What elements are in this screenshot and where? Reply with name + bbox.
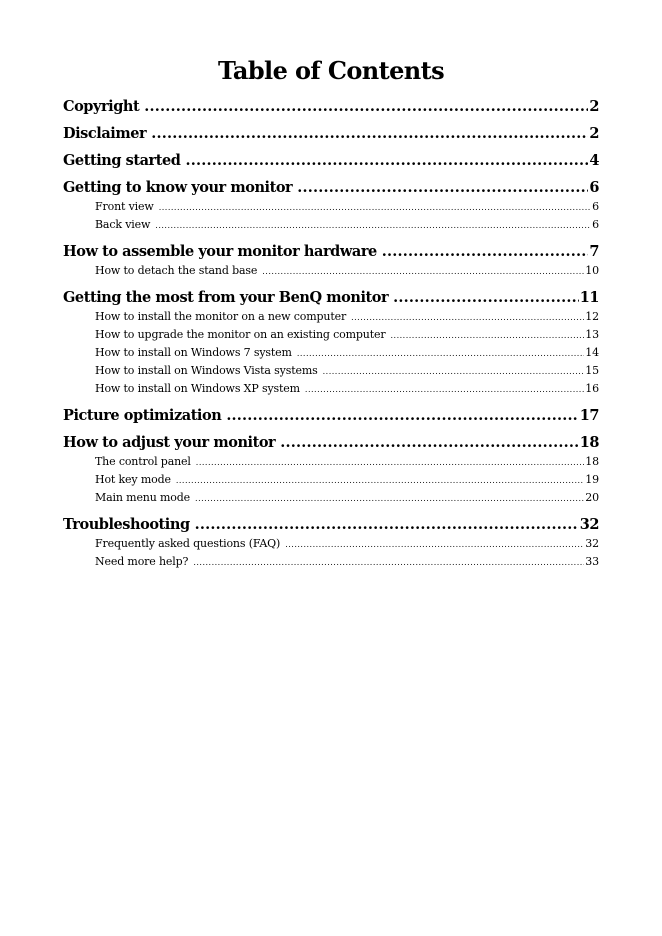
toc-subentry-need-more-help[interactable] [95, 553, 599, 571]
toc-page-number: 6 [589, 179, 599, 196]
toc-entry-label: Getting to know your monitor [63, 179, 293, 196]
toc-leader-dots [196, 453, 585, 471]
toc-leader-dots [185, 152, 588, 170]
toc-page-number: 18 [579, 434, 599, 451]
toc-entry-label: How to adjust your monitor [63, 434, 276, 451]
toc-page-number: 7 [589, 243, 599, 260]
toc-leader-dots [285, 535, 584, 553]
toc-subentry-label: Main menu mode [95, 491, 191, 504]
toc-entry-getting-the-most[interactable] [63, 289, 599, 307]
toc-entry-getting-started[interactable] [63, 152, 599, 170]
toc-page-number: 19 [585, 473, 599, 486]
toc-entry-assemble-hardware[interactable] [63, 243, 599, 261]
toc-entry-copyright[interactable] [63, 98, 599, 116]
toc-subentry-control-panel[interactable] [95, 453, 599, 471]
toc-leader-dots [297, 179, 588, 197]
table-of-contents [63, 98, 599, 571]
toc-page-number: 10 [585, 264, 599, 277]
toc-subentry-main-menu-mode[interactable] [95, 489, 599, 507]
toc-subentry-back-view[interactable] [95, 216, 599, 234]
toc-subentry-label: How to upgrade the monitor on an existing computer [95, 328, 386, 341]
toc-subentry-label: Need more help? [95, 555, 189, 568]
toc-subentry-install-windows-xp[interactable] [95, 380, 599, 398]
toc-subentry-install-new-computer[interactable] [95, 308, 599, 326]
toc-subentry-label: Frequently asked questions (FAQ) [95, 537, 281, 550]
toc-subentry-front-view[interactable] [95, 198, 599, 216]
toc-subentry-hot-key-mode[interactable] [95, 471, 599, 489]
toc-page-number: 18 [585, 455, 599, 468]
toc-leader-dots [195, 516, 579, 534]
toc-page-number: 2 [589, 125, 599, 142]
toc-page-number: 14 [585, 346, 599, 359]
toc-page-number: 6 [592, 218, 599, 231]
toc-entry-troubleshooting[interactable] [63, 516, 599, 534]
toc-leader-dots [151, 125, 588, 143]
toc-leader-dots [280, 434, 578, 452]
toc-entry-getting-to-know-your-monitor[interactable] [63, 179, 599, 197]
toc-leader-dots [262, 262, 584, 280]
toc-leader-dots [176, 471, 584, 489]
toc-subentry-label: How to install the monitor on a new computer [95, 310, 347, 323]
toc-leader-dots [144, 98, 588, 116]
toc-subentry-upgrade-existing-computer[interactable] [95, 326, 599, 344]
toc-page-number: 12 [585, 310, 599, 323]
toc-subentry-install-windows-vista[interactable] [95, 362, 599, 380]
toc-page-number: 4 [589, 152, 599, 169]
toc-page-number: 33 [585, 555, 599, 568]
toc-subentry-label: How to install on Windows XP system [95, 382, 300, 395]
toc-page-number: 11 [579, 289, 599, 306]
toc-entry-adjust-monitor[interactable] [63, 434, 599, 452]
toc-entry-label: How to assemble your monitor hardware [63, 243, 377, 260]
toc-subentry-label: The control panel [95, 455, 191, 468]
toc-page-number: 2 [589, 98, 599, 115]
toc-leader-dots [159, 198, 591, 216]
toc-page-number: 6 [592, 200, 599, 213]
toc-entry-label: Copyright [63, 98, 140, 115]
toc-page-number: 17 [579, 407, 599, 424]
toc-leader-dots [193, 553, 584, 571]
toc-leader-dots [305, 380, 584, 398]
toc-leader-dots [323, 362, 585, 380]
toc-subentry-label: How to install on Windows Vista systems [95, 364, 318, 377]
toc-leader-dots [351, 308, 584, 326]
toc-leader-dots [297, 344, 584, 362]
toc-page-number: 15 [585, 364, 599, 377]
toc-page-number: 32 [579, 516, 599, 533]
toc-leader-dots [155, 216, 591, 234]
toc-leader-dots [226, 407, 578, 425]
toc-entry-label: Troubleshooting [63, 516, 190, 533]
toc-entry-disclaimer[interactable] [63, 125, 599, 143]
toc-subentry-install-windows-7[interactable] [95, 344, 599, 362]
toc-subentry-label: How to detach the stand base [95, 264, 258, 277]
toc-subentry-label: Hot key mode [95, 473, 171, 486]
toc-subentry-label: Back view [95, 218, 151, 231]
toc-leader-dots [393, 289, 579, 307]
toc-leader-dots [390, 326, 584, 344]
toc-leader-dots [195, 489, 584, 507]
toc-subentry-label: Front view [95, 200, 154, 213]
toc-entry-picture-optimization[interactable] [63, 407, 599, 425]
toc-entry-label: Getting the most from your BenQ monitor [63, 289, 389, 306]
toc-subentry-faq[interactable] [95, 535, 599, 553]
toc-subentry-detach-stand-base[interactable] [95, 262, 599, 280]
toc-page-number: 20 [585, 491, 599, 504]
page-title: Table of Contents [217, 56, 445, 85]
toc-entry-label: Getting started [63, 152, 181, 169]
toc-page-number: 32 [585, 537, 599, 550]
toc-entry-label: Picture optimization [63, 407, 222, 424]
toc-entry-label: Disclaimer [63, 125, 147, 142]
toc-subentry-label: How to install on Windows 7 system [95, 346, 292, 359]
toc-page-number: 16 [585, 382, 599, 395]
toc-leader-dots [382, 243, 589, 261]
toc-page-number: 13 [585, 328, 599, 341]
